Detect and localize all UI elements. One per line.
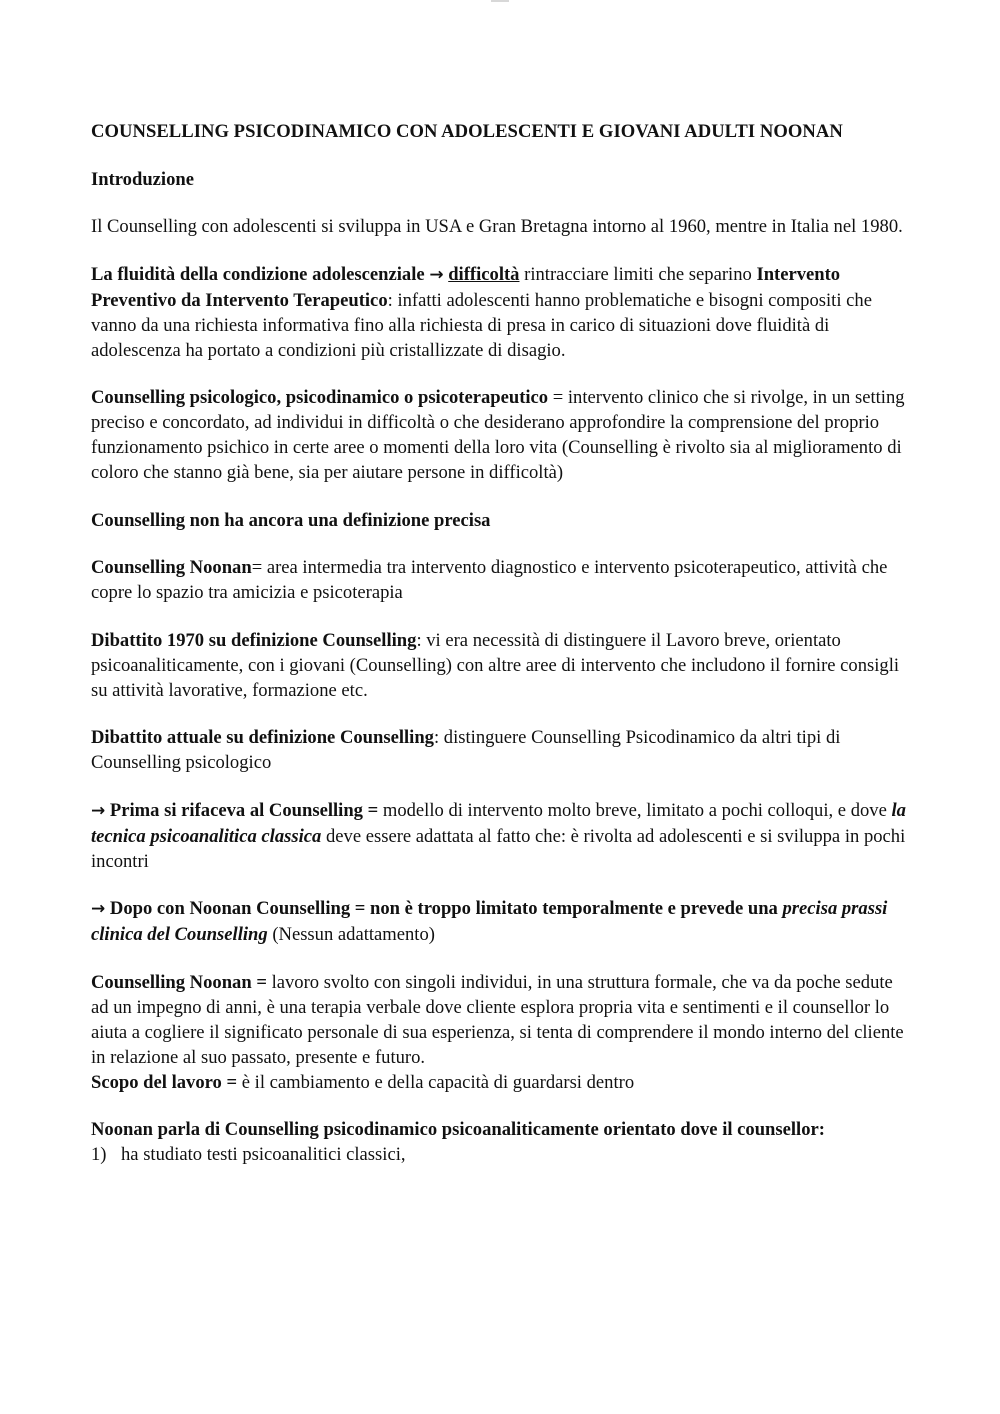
paragraph-debate-1970: Dibattito 1970 su definizione Counselling: vi era necessità di distinguere il Lavoro breve, orientato psicoanaliticamente, con i giovani (Counselling) con altre aree di intervento che includono il fornire consigli su attività lavorative, formazione etc.	[91, 629, 900, 701]
paragraph-before: → Prima si rifaceva al Counselling = modello di intervento molto breve, limitato a pochi colloqui, e dove la tecnica psicoanalitica classica deve essere adattata al fatto che: è rivolta ad adolescenti e si sviluppa in pochi incontri	[91, 799, 906, 872]
paragraph-counselling-noonan-work: Counselling Noonan = lavoro svolto con singoli individui, in una struttura formale, che va da poche sedute ad un impegno di anni, è una terapia verbale dove cliente esplora propria vita e sentimenti e il counsellor lo aiuta a cogliere il significato personale di sua esperienza, si tenta di comprendere il mondo interno del cliente in relazione al suo passato, presente e futuro.	[91, 971, 904, 1068]
paragraph-scope: Scopo del lavoro = è il cambiamento e della capacità di guardarsi dentro	[91, 1071, 635, 1093]
list-item-text: ha studiato testi psicoanalitici classici,	[121, 1144, 406, 1165]
paragraph-counselling-noonan-area: Counselling Noonan= area intermedia tra intervento diagnostico e intervento psicoterapeutico, attività che copre lo spazio tra amicizia e psicoterapia	[91, 557, 888, 603]
section-heading-introduzione: Introduzione	[91, 168, 194, 190]
arrow-right-icon: →	[429, 264, 444, 285]
document-body	[91, 119, 913, 1167]
paragraph-noonan-psychodynamic: Noonan parla di Counselling psicodinamico psicoanaliticamente orientato dove il counsellor:	[91, 1119, 825, 1140]
arrow-right-icon: →	[91, 800, 106, 821]
paragraph-no-definition: Counselling non ha ancora una definizione precisa	[91, 509, 491, 531]
paragraph-history: Il Counselling con adolescenti si sviluppa in USA e Gran Bretagna intorno al 1960, mentre in Italia nel 1980.	[91, 216, 903, 237]
paragraph-debate-current: Dibattito attuale su definizione Counselling: distinguere Counselling Psicodinamico da altri tipi di Counselling psicologico	[91, 727, 841, 773]
paragraph-after-noonan: → Dopo con Noonan Counselling = non è troppo limitato temporalmente e prevede una precisa prassi clinica del Counselling (Nessun adattamento)	[91, 898, 888, 945]
paragraph-counselling-definition: Counselling psicologico, psicodinamico o psicoterapeutico = intervento clinico che si rivolge, in un setting preciso e concordato, ad individui in difficoltà o che desiderano approfondire la comprensione del proprio funzionamento psichico in certe aree o momenti della loro vita (Counselling è rivolto sia al miglioramento di coloro che stanno già bene, sia per aiutare persone in difficoltà)	[91, 387, 905, 483]
document-title: COUNSELLING PSICODINAMICO CON ADOLESCENTI E GIOVANI ADULTI NOONAN	[91, 121, 843, 142]
arrow-right-icon: →	[91, 899, 106, 919]
page-header-mark	[491, 0, 509, 2]
paragraph-fluidity: La fluidità della condizione adolescenziale → difficoltà rintracciare limiti che separino Intervento Preventivo da Intervento Terapeutico: infatti adolescenti hanno problematiche e bisogni compositi che vanno da una richiesta informativa fino alla richiesta di presa in carico di situazioni dove fluidità di adolescenza ha portato a condizioni più cristallizzate di disagio.	[91, 263, 872, 361]
list-number: 1)	[91, 1144, 107, 1165]
list-item	[91, 1142, 913, 1167]
